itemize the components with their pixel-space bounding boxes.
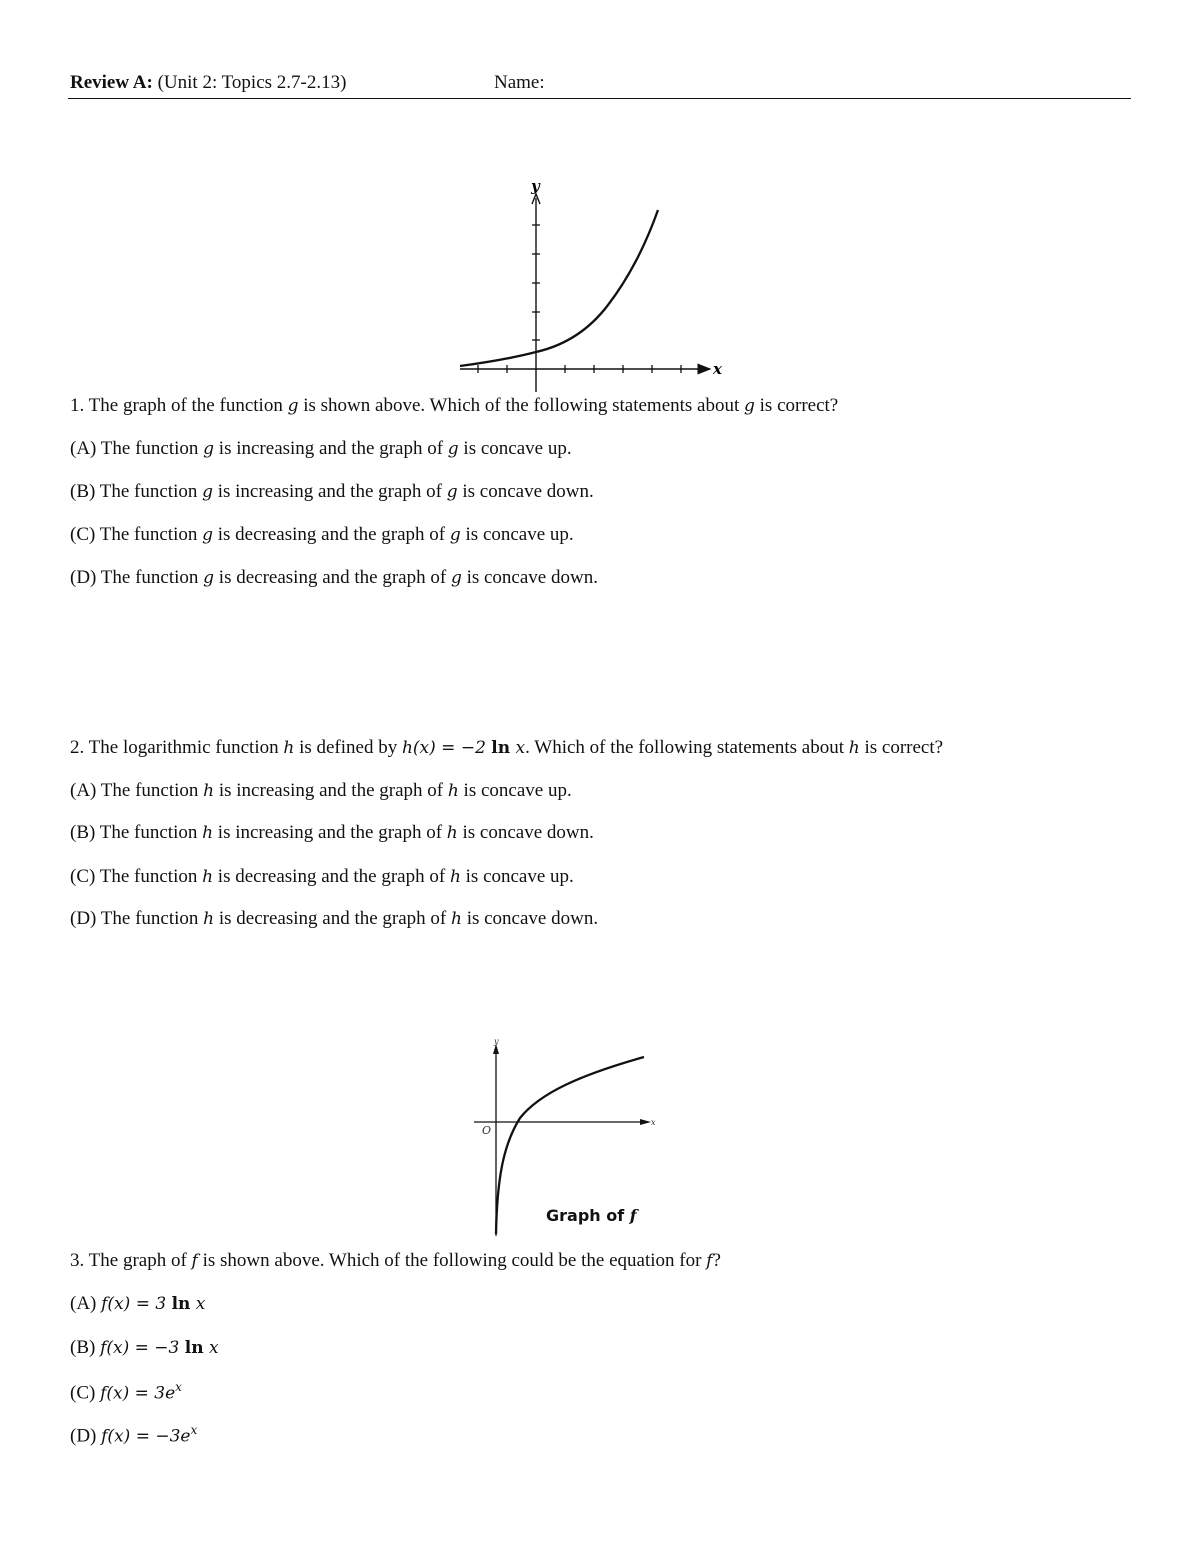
q1-choice-a[interactable]: (A) The function g is increasing and the graph of g is concave up.	[70, 438, 572, 459]
q3-choice-b[interactable]: (B) f(x) = −3 ln x	[70, 1337, 219, 1358]
q3-prompt: 3. The graph of f is shown above. Which of the following could be the equation for f?	[70, 1250, 721, 1271]
q3-graph-caption: Graph of f	[546, 1206, 637, 1225]
q1-graph	[450, 170, 740, 400]
q3-choice-c[interactable]: (C) $f(x) = 3e^x$	[70, 1380, 182, 1404]
q1-choice-d[interactable]: (D) The function g is decreasing and the graph of g is concave down.	[70, 567, 598, 588]
q3-y-label: y	[494, 1037, 499, 1046]
q1-prompt: 1. The graph of the function g is shown above. Which of the following statements about g is correct?	[70, 395, 839, 416]
q3-choice-a[interactable]: (A) f(x) = 3 ln x	[70, 1293, 206, 1314]
q1-y-label: y	[531, 177, 540, 195]
name-label: Name:	[494, 72, 545, 93]
q1-curve	[460, 210, 658, 366]
q3-origin-label: O	[482, 1124, 492, 1137]
q2-choice-b[interactable]: (B) The function h is increasing and the graph of h is concave down.	[70, 822, 594, 843]
q1-choice-b[interactable]: (B) The function g is increasing and the graph of g is concave down.	[70, 481, 594, 502]
q3-choice-d[interactable]: (D) $f(x) = -3e^x$	[70, 1423, 198, 1447]
q2-prompt: 2. The logarithmic function h is defined by h(x) = −2 ln x. Which of the following statements about h is correct?	[70, 737, 944, 758]
header-rule	[68, 98, 1131, 99]
q3-x-label: x	[651, 1118, 656, 1127]
worksheet-title: Review A: (Unit 2: Topics 2.7-2.13)	[70, 72, 347, 93]
q2-choice-d[interactable]: (D) The function h is decreasing and the graph of h is concave down.	[70, 908, 599, 929]
q2-choice-c[interactable]: (C) The function h is decreasing and the graph of h is concave up.	[70, 866, 574, 887]
q1-choice-c[interactable]: (C) The function g is decreasing and the graph of g is concave up.	[70, 524, 574, 545]
q1-x-label: x	[713, 360, 722, 378]
q2-choice-a[interactable]: (A) The function h is increasing and the graph of h is concave up.	[70, 780, 572, 801]
